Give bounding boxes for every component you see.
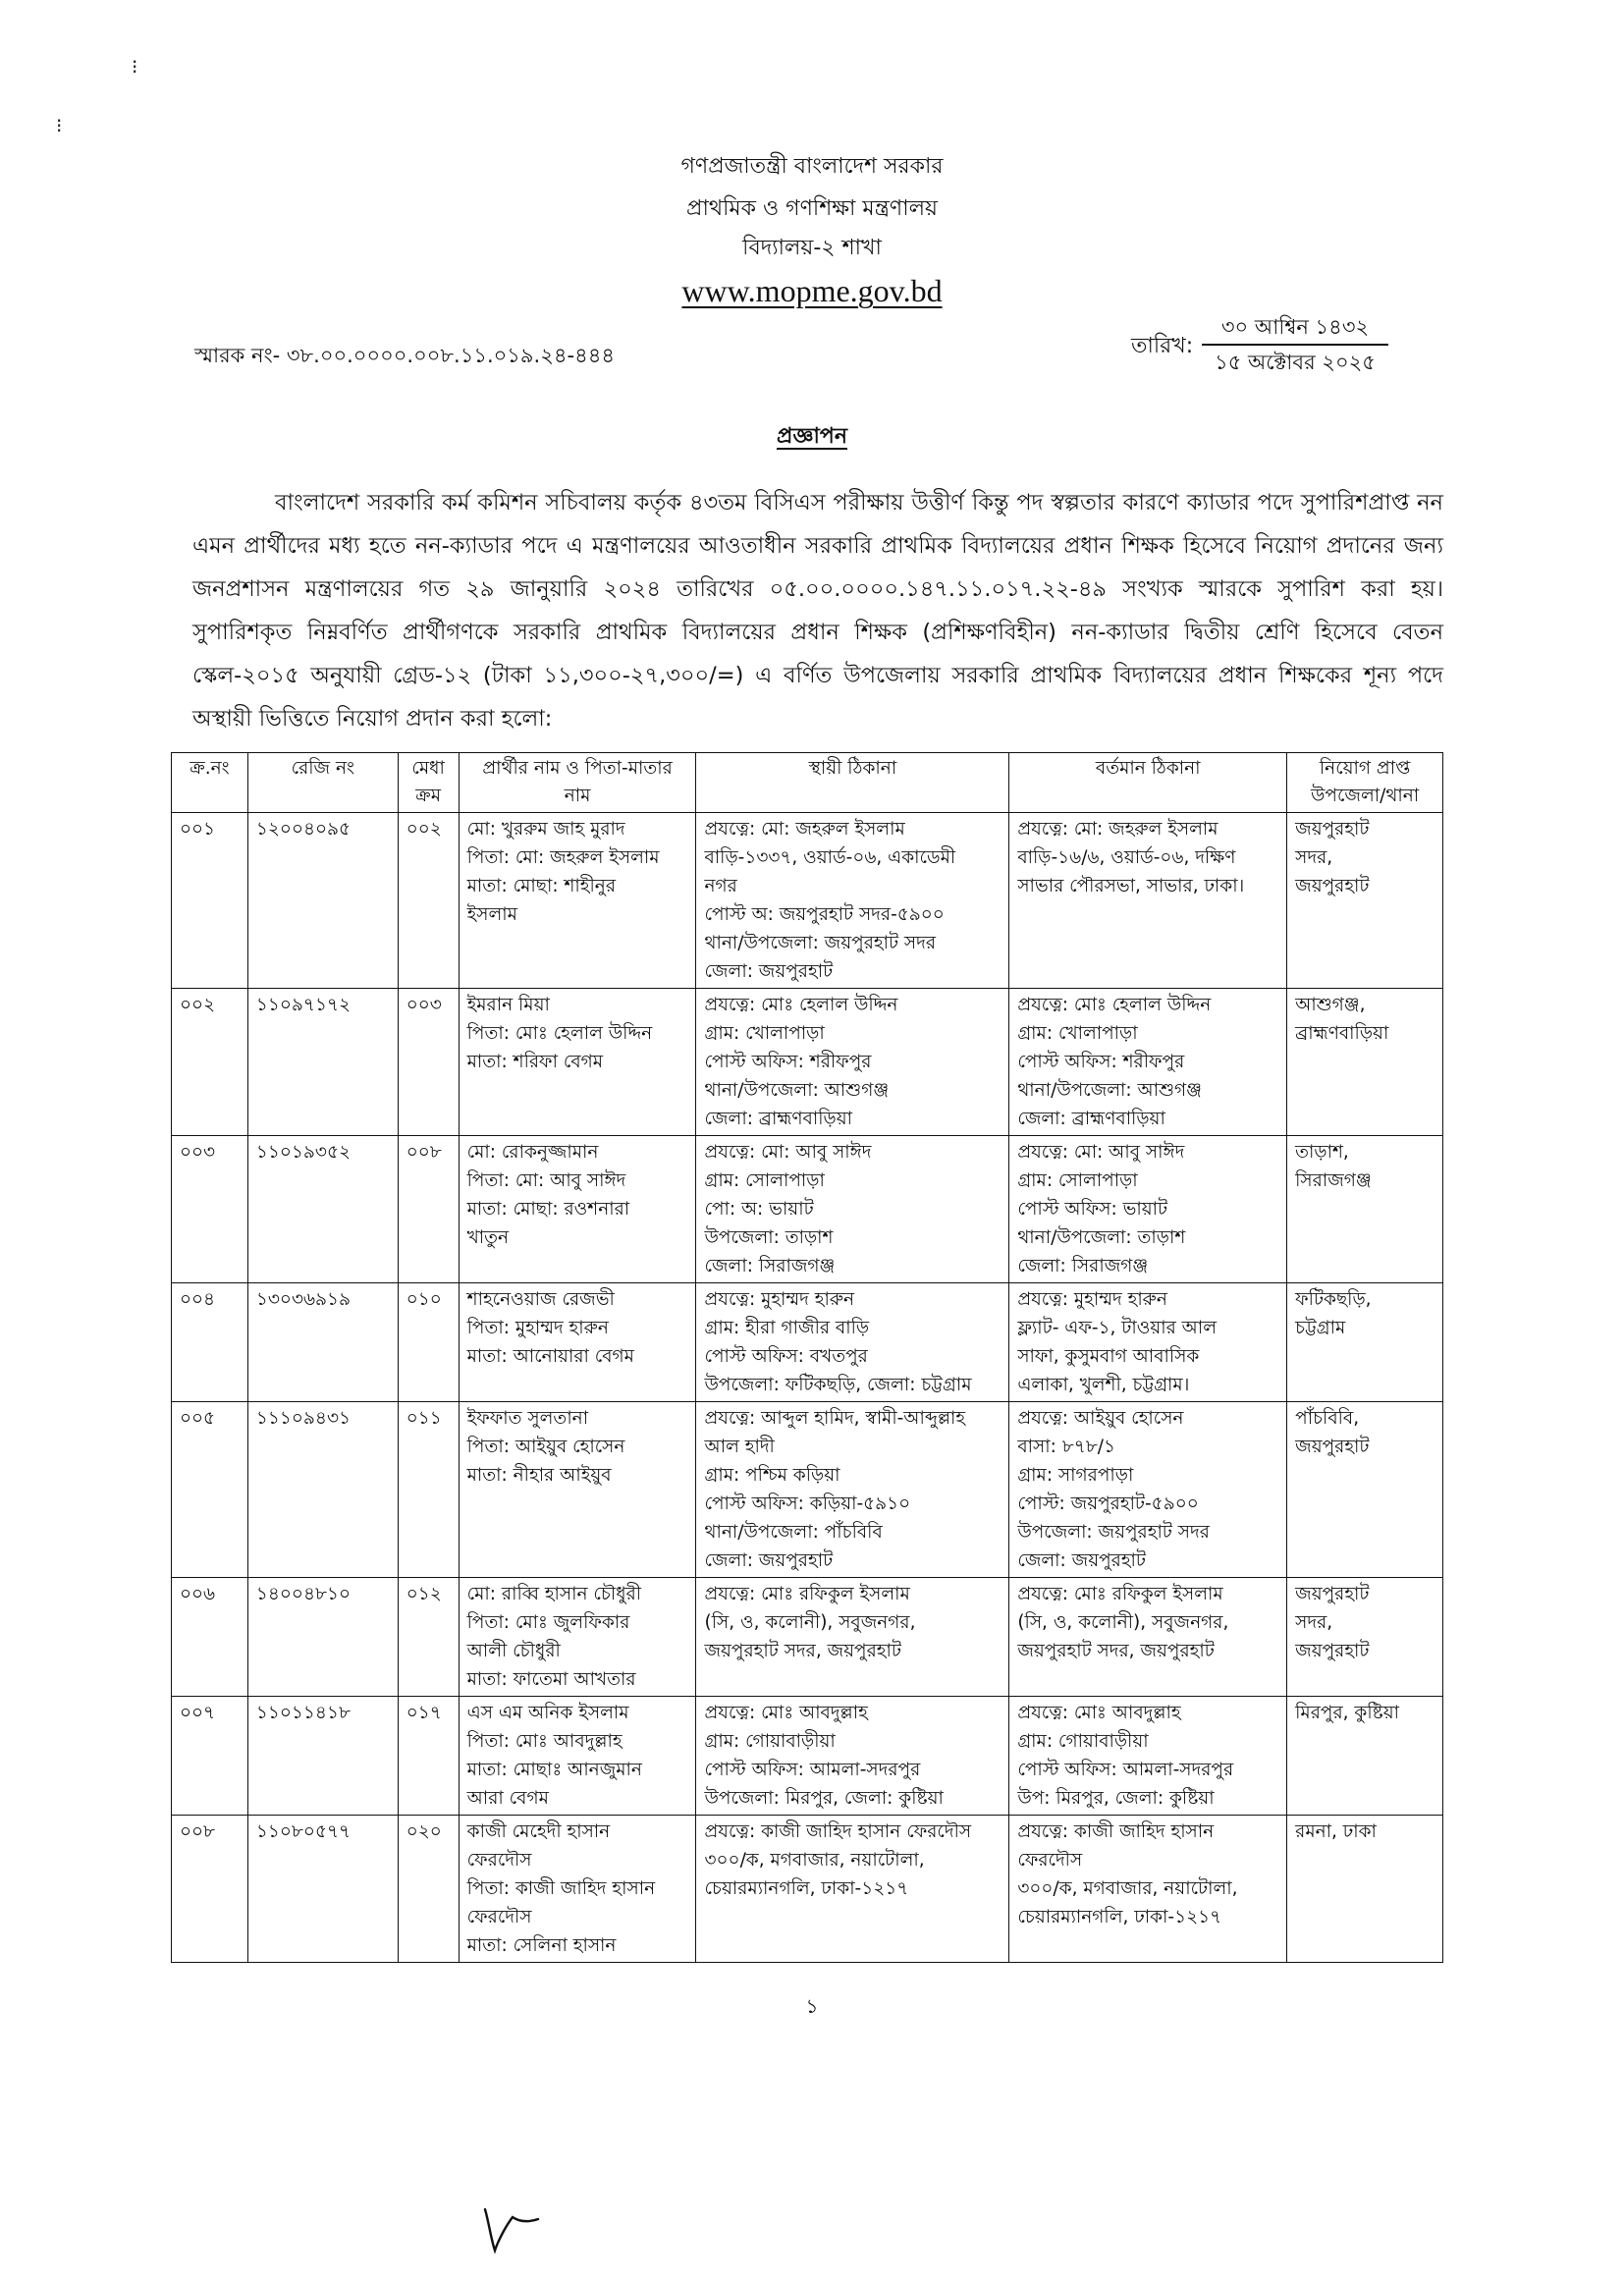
row-reg-no: ১১০৯৭১৭২	[247, 989, 398, 1136]
notification-title-text: প্রজ্ঞাপন	[777, 424, 847, 449]
row-present-address-line: পোস্ট অফিস: ভায়াট	[1017, 1199, 1168, 1220]
website-line	[0, 271, 1624, 310]
row-present-address	[1009, 1402, 1287, 1578]
row-permanent-address-line: ৩০০/ক, মগবাজার, নয়াটোলা,	[704, 1850, 925, 1871]
row-candidate-line: ফেরদৌস	[466, 1907, 532, 1927]
row-candidate-line: পিতা: মোঃ হেলাল উদ্দিন	[466, 1023, 653, 1044]
row-candidate	[459, 1136, 696, 1283]
row-present-address-line: ফ্ল্যাট- এফ-১, টাওয়ার আল	[1017, 1318, 1218, 1338]
row-present-address-line: প্রযত্নে: কাজী জাহিদ হাসান	[1017, 1821, 1215, 1842]
row-posting-line: তাড়াশ,	[1295, 1142, 1349, 1163]
row-permanent-address	[696, 1283, 1009, 1402]
table-row	[172, 1697, 1443, 1816]
row-merit: ০১১	[398, 1402, 459, 1578]
row-permanent-address-line: উপজেলা: মিরপুর, জেলা: কুষ্টিয়া	[704, 1788, 944, 1809]
row-present-address-line: প্রযত্নে: মুহাম্মদ হারুন	[1017, 1289, 1167, 1310]
row-reg-no: ১১০১১৪১৮	[247, 1697, 398, 1816]
row-present-address-line: জয়পুরহাট সদর, জয়পুরহাট	[1017, 1641, 1215, 1661]
row-permanent-address-line: গ্রাম: সোলাপাড়া	[704, 1170, 825, 1191]
row-present-address-line: থানা/উপজেলা: আশুগঞ্জ	[1017, 1080, 1202, 1101]
row-posting-line: সদর,	[1295, 1612, 1333, 1633]
row-candidate-line: ইসলাম	[466, 904, 517, 925]
row-posting-line: ব্রাহ্মণবাড়িয়া	[1295, 1023, 1389, 1044]
row-permanent-address-line: চেয়ারম্যানগলি, ঢাকা-১২১৭	[704, 1878, 909, 1899]
row-permanent-address	[696, 989, 1009, 1136]
scan-speck: ⁝	[132, 55, 138, 79]
row-candidate-line: মাতা: সেলিনা হাসান	[466, 1935, 617, 1956]
row-permanent-address	[696, 1578, 1009, 1697]
row-reg-no: ১৩০৩৬৯১৯	[247, 1283, 398, 1402]
row-permanent-address-line: বাড়ি-১৩৩৭, ওয়ার্ড-০৬, একাডেমী	[704, 847, 956, 868]
row-present-address-line: জেলা: জয়পুরহাট	[1017, 1550, 1146, 1571]
table-header-row	[172, 753, 1443, 813]
row-serial: ০০১	[172, 813, 248, 989]
row-permanent-address-line: জয়পুরহাট সদর, জয়পুরহাট	[704, 1641, 901, 1661]
row-candidate	[459, 989, 696, 1136]
row-candidate-line: মো: রাব্বি হাসান চৌধুরী	[466, 1584, 642, 1604]
row-present-address-line: (সি, ও, কলোনী), সবুজনগর,	[1017, 1612, 1229, 1633]
row-permanent-address-line: পো: অ: ভায়াট	[704, 1199, 814, 1220]
page-number: ১	[805, 1994, 819, 2018]
row-present-address-line: গ্রাম: সোলাপাড়া	[1017, 1170, 1138, 1191]
row-posting-line: ফটিকছড়ি,	[1295, 1289, 1372, 1310]
row-present-address-line: পোস্ট অফিস: শরীফপুর	[1017, 1052, 1185, 1072]
row-merit: ০১০	[398, 1283, 459, 1402]
row-permanent-address-line: থানা/উপজেলা: আশুগঞ্জ	[704, 1080, 890, 1101]
row-present-address-line: গ্রাম: খোলাপাড়া	[1017, 1023, 1138, 1044]
row-permanent-address-line: (সি, ও, কলোনী), সবুজনগর,	[704, 1612, 916, 1633]
row-permanent-address-line: প্রযত্নে: মোঃ হেলাল উদ্দিন	[704, 995, 898, 1015]
row-present-address-line: গ্রাম: গোয়াবাড়ীয়া	[1017, 1731, 1149, 1752]
row-posting-line: জয়পুরহাট	[1295, 1641, 1370, 1661]
row-reg-no: ১২০০৪০৯৫	[247, 813, 398, 989]
row-candidate	[459, 1697, 696, 1816]
row-reg-no: ১১০১৯৩৫২	[247, 1136, 398, 1283]
row-present-address-line: এলাকা, খুলশী, চট্টগ্রাম।	[1017, 1375, 1190, 1395]
date-label: তারিখ:	[1131, 334, 1194, 358]
row-present-address-line: প্রযত্নে: মোঃ আবদুল্লাহ	[1017, 1703, 1181, 1723]
row-permanent-address-line: জেলা: ব্রাহ্মণবাড়িয়া	[704, 1109, 852, 1129]
row-posting-line: আশুগঞ্জ,	[1295, 995, 1366, 1015]
memo-number: স্মারক নং- ৩৮.০০.০০০০.০০৮.১১.০১৯.২৪-৪৪৪	[194, 344, 615, 367]
row-permanent-address-line: প্রযত্নে: আব্দুল হামিদ, স্বামী-আব্দুল্লাহ	[704, 1408, 966, 1429]
row-permanent-address	[696, 1697, 1009, 1816]
row-serial: ০০৪	[172, 1283, 248, 1402]
row-present-address-line: ৩০০/ক, মগবাজার, নয়াটোলা,	[1017, 1878, 1238, 1899]
row-permanent-address-line: আল হাদী	[704, 1437, 775, 1457]
row-permanent-address-line: পোস্ট অফিস: কড়িয়া-৫৯১০	[704, 1493, 911, 1514]
row-permanent-address-line: প্রযত্নে: মোঃ আবদুল্লাহ	[704, 1703, 868, 1723]
row-candidate-line: খাতুন	[466, 1227, 510, 1248]
row-merit: ০০২	[398, 813, 459, 989]
row-present-address-line: প্রযত্নে: মোঃ রফিকুল ইসলাম	[1017, 1584, 1223, 1604]
row-permanent-address-line: জেলা: জয়পুরহাট	[704, 1550, 834, 1571]
table-row	[172, 1402, 1443, 1578]
row-present-address-line: বাড়ি-১৬/৬, ওয়ার্ড-০৬, দক্ষিণ	[1017, 847, 1236, 868]
appointment-table	[171, 752, 1443, 1963]
row-posting-line: সদর,	[1295, 847, 1333, 868]
table-row	[172, 1136, 1443, 1283]
row-present-address-line: জেলা: ব্রাহ্মণবাড়িয়া	[1017, 1109, 1165, 1129]
row-present-address-line: থানা/উপজেলা: তাড়াশ	[1017, 1227, 1186, 1248]
row-permanent-address-line: প্রযত্নে: মো: জহরুল ইসলাম	[704, 819, 905, 840]
row-posting	[1287, 1402, 1443, 1578]
row-candidate-line: মো: রোকনুজ্জামান	[466, 1142, 599, 1163]
row-posting-line: চট্টগ্রাম	[1295, 1318, 1346, 1338]
notification-body: বাংলাদেশ সরকারি কর্ম কমিশন সচিবালয় কর্তৃক ৪৩তম বিসিএস পরীক্ষায় উত্তীর্ণ কিন্তু পদ স্বল্পতার কারণে ক্যাডার পদে সুপারিশপ্রাপ্ত নন এমন প্রার্থীদের মধ্য হতে নন-ক্যাডার পদে এ মন্ত্রণালয়ের আওতাধীন সরকারি প্রাথমিক বিদ্যালয়ের প্রধান শিক্ষক হিসেবে নিয়োগ প্রদানের জন্য জনপ্রশাসন মন্ত্রণালয়ের গত ২৯ জানুয়ারি ২০২৪ তারিখের ০৫.০০.০০০০.১৪৭.১১.০১৭.২২-৪৯ সংখ্যক স্মারকে সুপারিশ করা হয়। সুপারিশকৃত নিম্নবর্ণিত প্রার্থীগণকে সরকারি প্রাথমিক বিদ্যালয়ের প্রধান শিক্ষক (প্রশিক্ষণবিহীন) নন-ক্যাডার দ্বিতীয় শ্রেণি হিসেবে বেতন স্কেল-২০১৫ অনুযায়ী গ্রেড-১২ (টাকা ১১,৩০০-২৭,৩০০/=) এ বর্ণিত উপজেলায় সরকারি প্রাথমিক বিদ্যালয়ের প্রধান শিক্ষকের শূন্য পদে অস্থায়ী ভিত্তিতে নিয়োগ প্রদান করা হলো:	[192, 490, 1443, 732]
row-candidate-line: এস এম অনিক ইসলাম	[466, 1703, 629, 1723]
row-permanent-address-line: পোস্ট অফিস: আমলা-সদরপুর	[704, 1760, 921, 1780]
row-present-address-line: প্রযত্নে: মোঃ হেলাল উদ্দিন	[1017, 995, 1212, 1015]
row-candidate-line: মাতা: শরিফা বেগম	[466, 1052, 604, 1072]
row-candidate	[459, 1283, 696, 1402]
row-permanent-address-line: জেলা: জয়পুরহাট	[704, 961, 834, 982]
row-present-address-line: পোস্ট: জয়পুরহাট-৫৯০০	[1017, 1493, 1199, 1514]
row-permanent-address-line: জেলা: সিরাজগঞ্জ	[704, 1256, 836, 1276]
row-present-address-line: প্রযত্নে: আইয়ুব হোসেন	[1017, 1408, 1184, 1429]
row-posting	[1287, 1578, 1443, 1697]
row-permanent-address-line: পোস্ট অ: জয়পুরহাট সদর-৫৯০০	[704, 904, 945, 925]
signature-mark	[481, 2199, 569, 2254]
table-row	[172, 813, 1443, 989]
row-merit: ০২০	[398, 1816, 459, 1963]
row-serial: ০০৮	[172, 1816, 248, 1963]
row-candidate-line: ইমরান মিয়া	[466, 995, 550, 1015]
row-posting	[1287, 989, 1443, 1136]
row-candidate-line: পিতা: মুহাম্মদ হারুন	[466, 1318, 609, 1338]
row-candidate	[459, 1402, 696, 1578]
table-row	[172, 1283, 1443, 1402]
govt-name: গণপ্রজাতন্ত্রী বাংলাদেশ সরকার	[680, 154, 944, 179]
row-present-address-line: উপজেলা: জয়পুরহাট সদর	[1017, 1522, 1210, 1543]
row-candidate-line: ইফফাত সুলতানা	[466, 1408, 589, 1429]
row-present-address-line: সাভার পৌরসভা, সাভার, ঢাকা।	[1017, 876, 1245, 896]
row-posting-line: জয়পুরহাট	[1295, 876, 1370, 896]
row-candidate-line: কাজী মেহেদী হাসান	[466, 1821, 611, 1842]
row-present-address	[1009, 1283, 1287, 1402]
row-posting-line: জয়পুরহাট	[1295, 1437, 1370, 1457]
row-present-address-line: প্রযত্নে: মো: জহরুল ইসলাম	[1017, 819, 1218, 840]
col-merit: মেধা ক্রম	[398, 753, 459, 813]
row-posting	[1287, 813, 1443, 989]
table-row	[172, 1816, 1443, 1963]
row-present-address	[1009, 1816, 1287, 1963]
row-candidate-line: মাতা: আনোয়ারা বেগম	[466, 1346, 634, 1367]
row-candidate	[459, 1816, 696, 1963]
row-merit: ০০৩	[398, 989, 459, 1136]
row-present-address	[1009, 989, 1287, 1136]
row-serial: ০০৬	[172, 1578, 248, 1697]
website-link[interactable]: www.mopme.gov.bd	[681, 273, 943, 308]
row-serial: ০০৫	[172, 1402, 248, 1578]
row-candidate	[459, 813, 696, 989]
scan-speck: ⁝	[56, 114, 63, 137]
row-merit: ০১২	[398, 1578, 459, 1697]
row-posting	[1287, 1136, 1443, 1283]
date-english: ১৫ অক্টোবর ২০২৫	[1215, 351, 1376, 374]
row-permanent-address-line: উপজেলা: ফটিকছড়ি, জেলা: চট্টগ্রাম	[704, 1375, 972, 1395]
row-permanent-address-line: প্রযত্নে: মো: আবু সাঈদ	[704, 1142, 872, 1163]
table-row	[172, 989, 1443, 1136]
row-candidate-line: পিতা: মো: জহরুল ইসলাম	[466, 847, 660, 868]
row-permanent-address	[696, 813, 1009, 989]
row-posting-line: সিরাজগঞ্জ	[1295, 1170, 1372, 1191]
row-present-address-line: বাসা: ৮৭৮/১	[1017, 1437, 1115, 1457]
row-present-address-line: চেয়ারম্যানগলি, ঢাকা-১২১৭	[1017, 1907, 1222, 1927]
row-permanent-address	[696, 1816, 1009, 1963]
row-present-address-line: পোস্ট অফিস: আমলা-সদরপুর	[1017, 1760, 1234, 1780]
section-name: বিদ্যালয়-২ শাখা	[742, 236, 882, 260]
row-present-address-line: সাফা, কুসুমবাগ আবাসিক	[1017, 1346, 1200, 1367]
col-serial: ক্র.নং	[172, 753, 248, 813]
row-candidate-line: আলী চৌধুরী	[466, 1641, 561, 1661]
row-present-address	[1009, 813, 1287, 989]
row-posting-line: জয়পুরহাট	[1295, 1584, 1370, 1604]
row-reg-no: ১১০৮০৫৭৭	[247, 1816, 398, 1963]
row-present-address-line: জেলা: সিরাজগঞ্জ	[1017, 1256, 1149, 1276]
col-permanent-address: স্থায়ী ঠিকানা	[696, 753, 1009, 813]
col-posting: নিয়োগ প্রাপ্ত উপজেলা/থানা	[1287, 753, 1443, 813]
row-posting	[1287, 1816, 1443, 1963]
row-permanent-address	[696, 1136, 1009, 1283]
row-present-address-line: উপ: মিরপুর, জেলা: কুষ্টিয়া	[1017, 1788, 1215, 1809]
row-serial: ০০২	[172, 989, 248, 1136]
row-candidate-line: পিতা: মো: আবু সাঈদ	[466, 1170, 626, 1191]
row-candidate-line: মাতা: মোছাঃ আনজুমান	[466, 1760, 642, 1780]
row-present-address-line: ফেরদৌস	[1017, 1850, 1083, 1871]
col-candidate-name: প্রার্থীর নাম ও পিতা-মাতার নাম	[459, 753, 696, 813]
row-permanent-address-line: নগর	[704, 876, 737, 896]
row-serial: ০০৩	[172, 1136, 248, 1283]
row-present-address-line: প্রযত্নে: মো: আবু সাঈদ	[1017, 1142, 1185, 1163]
ministry-name: প্রাথমিক ও গণশিক্ষা মন্ত্রণালয়	[686, 196, 938, 221]
row-permanent-address-line: প্রযত্নে: মুহাম্মদ হারুন	[704, 1289, 855, 1310]
row-permanent-address-line: পোস্ট অফিস: বখতপুর	[704, 1346, 868, 1367]
row-merit: ০১৭	[398, 1697, 459, 1816]
row-reg-no: ১১১০৯৪৩১	[247, 1402, 398, 1578]
table-body	[172, 813, 1443, 1963]
row-permanent-address-line: থানা/উপজেলা: পাঁচবিবি	[704, 1522, 883, 1543]
row-permanent-address-line: গ্রাম: হীরা গাজীর বাড়ি	[704, 1318, 870, 1338]
row-candidate-line: পিতা: মোঃ আবদুল্লাহ	[466, 1731, 623, 1752]
row-candidate-line: শাহনেওয়াজ রেজভী	[466, 1289, 615, 1310]
row-serial: ০০৭	[172, 1697, 248, 1816]
col-reg-no: রেজি নং	[247, 753, 398, 813]
row-present-address	[1009, 1578, 1287, 1697]
row-posting-line: পাঁচবিবি,	[1295, 1408, 1360, 1429]
row-permanent-address-line: গ্রাম: গোয়াবাড়ীয়া	[704, 1731, 836, 1752]
row-permanent-address-line: প্রযত্নে: কাজী জাহিদ হাসান ফেরদৌস	[704, 1821, 972, 1842]
row-candidate	[459, 1578, 696, 1697]
table-row	[172, 1578, 1443, 1697]
row-present-address	[1009, 1136, 1287, 1283]
row-posting-line: রমনা, ঢাকা	[1295, 1821, 1377, 1842]
row-candidate-line: মাতা: ফাতেমা আখতার	[466, 1669, 636, 1690]
col-present-address: বর্তমান ঠিকানা	[1009, 753, 1287, 813]
row-posting	[1287, 1283, 1443, 1402]
row-candidate-line: মাতা: মোছা: শাহীনুর	[466, 876, 617, 896]
row-permanent-address-line: গ্রাম: পশ্চিম কড়িয়া	[704, 1465, 840, 1486]
row-candidate-line: আরা বেগম	[466, 1788, 549, 1809]
row-reg-no: ১৪০০৪৮১০	[247, 1578, 398, 1697]
row-candidate-line: মাতা: মোছা: রওশনারা	[466, 1199, 630, 1220]
row-posting-line: মিরপুর, কুষ্টিয়া	[1295, 1703, 1399, 1723]
row-permanent-address	[696, 1402, 1009, 1578]
row-candidate-line: ফেরদৌস	[466, 1850, 532, 1871]
row-permanent-address-line: গ্রাম: খোলাপাড়া	[704, 1023, 825, 1044]
row-permanent-address-line: উপজেলা: তাড়াশ	[704, 1227, 834, 1248]
row-merit: ০০৮	[398, 1136, 459, 1283]
row-permanent-address-line: পোস্ট অফিস: শরীফপুর	[704, 1052, 872, 1072]
row-candidate-line: পিতা: আইয়ুব হোসেন	[466, 1437, 625, 1457]
row-candidate-line: পিতা: মোঃ জুলফিকার	[466, 1612, 630, 1633]
row-present-address-line: গ্রাম: সাগরপাড়া	[1017, 1465, 1134, 1486]
date-bangla: ৩০ আশ্বিন ১৪৩২	[1202, 312, 1388, 346]
row-present-address	[1009, 1697, 1287, 1816]
row-posting-line: জয়পুরহাট	[1295, 819, 1370, 840]
row-candidate-line: পিতা: কাজী জাহিদ হাসান	[466, 1878, 656, 1899]
row-candidate-line: মো: খুররুম জাহ মুরাদ	[466, 819, 625, 840]
notification-title	[0, 422, 1624, 452]
row-permanent-address-line: থানা/উপজেলা: জয়পুরহাট সদর	[704, 933, 937, 953]
date-block	[1202, 312, 1388, 377]
row-posting	[1287, 1697, 1443, 1816]
row-candidate-line: মাতা: নীহার আইয়ুব	[466, 1465, 612, 1486]
row-permanent-address-line: প্রযত্নে: মোঃ রফিকুল ইসলাম	[704, 1584, 910, 1604]
